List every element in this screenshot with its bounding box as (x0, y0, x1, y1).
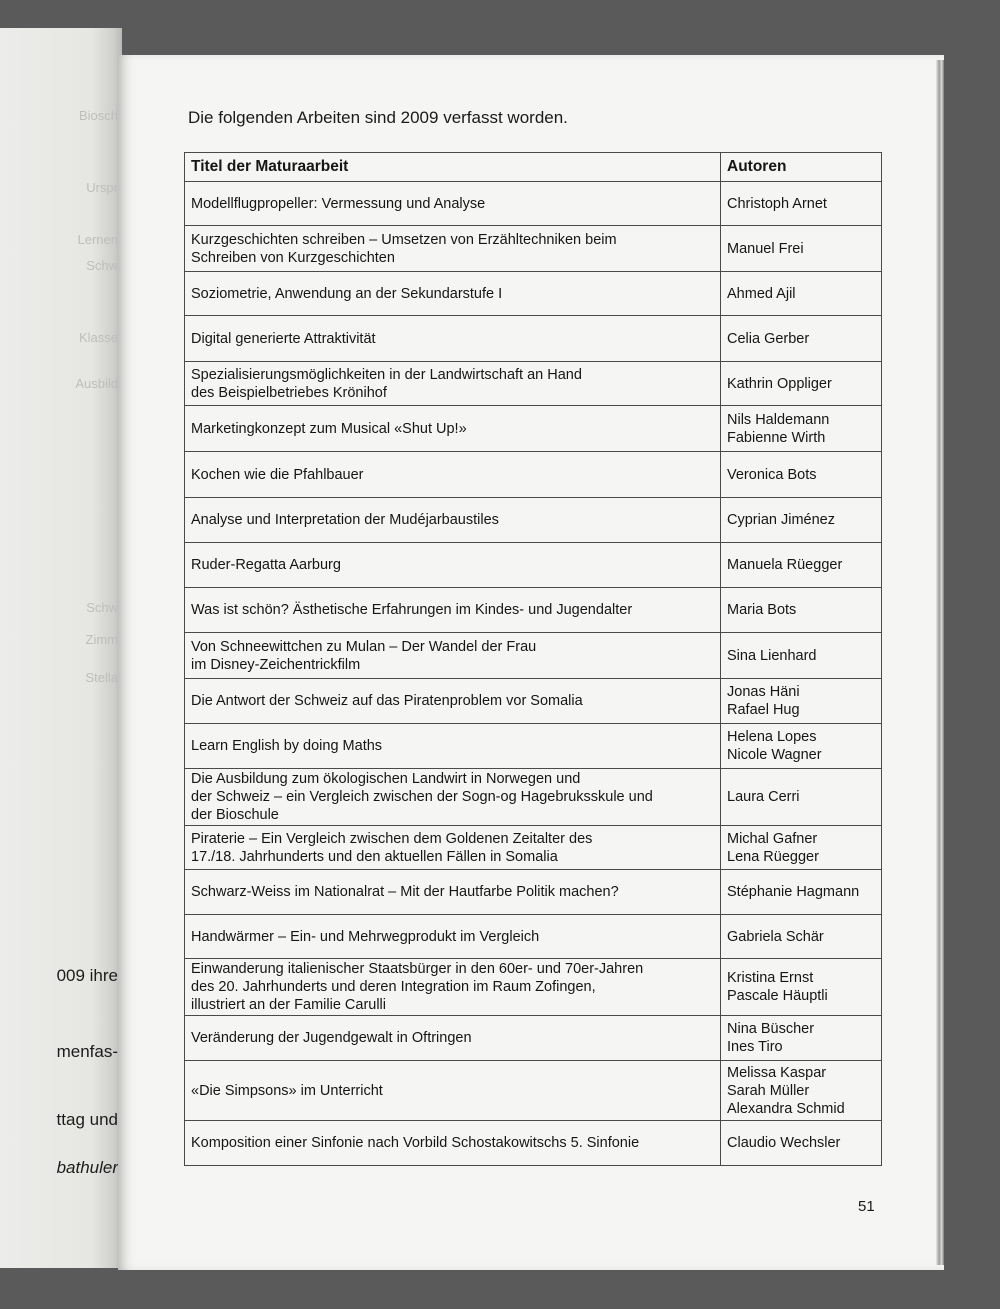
author-name: Helena Lopes (727, 729, 817, 745)
left-page-faint-text: Urspr (86, 180, 118, 195)
left-page-faint-text: Schw (86, 258, 118, 273)
left-page-faint-text: Schw (86, 600, 118, 615)
work-title (185, 362, 721, 406)
work-authors (721, 959, 882, 1016)
work-title (185, 633, 721, 679)
work-title (185, 826, 721, 870)
header-title: Titel der Maturaarbeit (185, 153, 721, 182)
author-name: Christoph Arnet (727, 195, 827, 212)
work-title-line: der Bioschule (191, 807, 279, 823)
work-authors (721, 452, 882, 498)
table-row (185, 588, 882, 633)
work-title-line: Soziometrie, Anwendung an der Sekundarstufe I (191, 285, 503, 302)
work-title-line: Kochen wie die Pfahlbauer (191, 466, 364, 483)
work-authors (721, 226, 882, 272)
author-name: Stéphanie Hagmann (727, 884, 860, 900)
work-title-line: illustriert an der Familie Carulli (191, 997, 386, 1013)
work-title (185, 1061, 721, 1121)
work-authors (721, 724, 882, 769)
work-title (185, 316, 721, 362)
table-row (185, 826, 882, 870)
work-title-line: Die Antwort der Schweiz auf das Piratenproblem vor Somalia (191, 693, 583, 709)
work-authors (721, 915, 882, 959)
work-authors (721, 543, 882, 588)
work-title-line: «Die Simpsons» im Unterricht (191, 1082, 383, 1099)
work-authors (721, 1061, 882, 1121)
work-title-line: des 20. Jahrhunderts und deren Integration im Raum Zofingen, (191, 979, 596, 995)
author-name: Maria Bots (727, 602, 797, 618)
left-page-faint-text: Biosch (78, 108, 118, 123)
work-authors (721, 769, 882, 826)
left-page-text-line: menfas- (56, 1042, 118, 1061)
author-name: Veronica Bots (727, 466, 817, 483)
work-title (185, 959, 721, 1016)
author-name: Laura Cerri (727, 789, 800, 805)
work-title-line: Marketingkonzept zum Musical «Shut Up!» (191, 420, 467, 437)
table-row (185, 226, 882, 272)
table-row (185, 1121, 882, 1166)
work-authors (721, 362, 882, 406)
author-name: Nicole Wagner (727, 747, 822, 763)
table-row (185, 679, 882, 724)
left-page-text-line: ttag und (56, 1110, 118, 1129)
author-name: Alexandra Schmid (727, 1100, 845, 1117)
work-authors (721, 1016, 882, 1061)
author-name: Gabriela Schär (727, 928, 824, 945)
left-page-faint-text: Klasse (78, 330, 118, 345)
author-name: Cyprian Jiménez (727, 512, 835, 528)
table-row (185, 452, 882, 498)
work-authors (721, 316, 882, 362)
left-page-faint-text: Lernen (77, 232, 118, 247)
page-number: 51 (858, 1198, 875, 1215)
intro-sentence: Die folgenden Arbeiten sind 2009 verfasst worden. (188, 108, 568, 127)
author-name: Jonas Häni (727, 684, 800, 700)
author-name: Melissa Kaspar (727, 1064, 827, 1081)
author-name: Sarah Müller (727, 1082, 810, 1099)
work-title (185, 1121, 721, 1166)
work-title-line: Schwarz-Weiss im Nationalrat – Mit der Hautfarbe Politik machen? (191, 884, 619, 900)
table-row (185, 633, 882, 679)
table-header-row (185, 153, 882, 182)
work-title (185, 1016, 721, 1061)
work-title-line: Handwärmer – Ein- und Mehrwegprodukt im Vergleich (191, 928, 540, 945)
work-title (185, 182, 721, 226)
table-row (185, 724, 882, 769)
author-name: Fabienne Wirth (727, 429, 826, 446)
work-authors (721, 633, 882, 679)
work-title (185, 226, 721, 272)
left-page-faint-text: Ausbild (75, 376, 118, 391)
author-name: Sina Lienhard (727, 647, 817, 664)
table-row (185, 498, 882, 543)
author-name: Ahmed Ajil (727, 285, 796, 302)
work-title-line: Analyse und Interpretation der Mudéjarbaustiles (191, 512, 499, 528)
work-title-line: Learn English by doing Maths (191, 738, 383, 754)
work-authors (721, 826, 882, 870)
work-title-line: Digital generierte Attraktivität (191, 330, 376, 347)
work-title (185, 915, 721, 959)
work-authors (721, 406, 882, 452)
author-name: Kristina Ernst (727, 970, 814, 986)
work-title (185, 588, 721, 633)
author-name: Manuela Rüegger (727, 557, 843, 573)
table-row (185, 182, 882, 226)
table-row (185, 543, 882, 588)
header-authors: Autoren (721, 153, 882, 182)
table-row (185, 1061, 882, 1121)
work-title-line: Schreiben von Kurzgeschichten (191, 249, 395, 266)
work-title-line: Modellflugpropeller: Vermessung und Analyse (191, 195, 486, 212)
work-title-line: der Schweiz – ein Vergleich zwischen der Sogn-og Hagebruksskule und (191, 789, 653, 805)
work-title-line: Einwanderung italienischer Staatsbürger in den 60er- und 70er-Jahren (191, 961, 644, 977)
work-authors (721, 870, 882, 915)
table-row (185, 272, 882, 316)
table-row (185, 959, 882, 1016)
work-title (185, 679, 721, 724)
table-row (185, 362, 882, 406)
work-authors (721, 272, 882, 316)
work-title-line: 17./18. Jahrhunderts und den aktuellen Fällen in Somalia (191, 848, 558, 865)
author-name: Ines Tiro (727, 1039, 783, 1055)
work-title-line: Piraterie – Ein Vergleich zwischen dem Goldenen Zeitalter des (191, 830, 593, 847)
table-row (185, 870, 882, 915)
table-row (185, 915, 882, 959)
work-title-line: Was ist schön? Ästhetische Erfahrungen im Kindes- und Jugendalter (191, 602, 633, 618)
work-title (185, 498, 721, 543)
maturaarbeit-table (184, 152, 882, 1166)
left-page-faint-text: Zimm (85, 632, 118, 647)
work-authors (721, 679, 882, 724)
author-name: Michal Gafner (727, 830, 818, 847)
author-name: Claudio Wechsler (727, 1135, 841, 1151)
table-row (185, 769, 882, 826)
left-page (0, 28, 122, 1268)
work-title-line: Ruder-Regatta Aarburg (191, 557, 341, 573)
author-name: Celia Gerber (727, 330, 810, 347)
work-title (185, 543, 721, 588)
author-name: Manuel Frei (727, 240, 804, 257)
left-page-faint-text: Stella (85, 670, 118, 685)
work-title (185, 272, 721, 316)
work-title-line: Von Schneewittchen zu Mulan – Der Wandel der Frau (191, 638, 537, 655)
author-name: Lena Rüegger (727, 848, 819, 865)
work-title (185, 769, 721, 826)
left-page-text-line: bathuler (56, 1158, 118, 1177)
work-title-line: des Beispielbetriebes Krönihof (191, 384, 387, 401)
table-row (185, 406, 882, 452)
author-name: Pascale Häuptli (727, 988, 828, 1004)
page-edge (936, 60, 944, 1265)
work-title-line: Kurzgeschichten schreiben – Umsetzen von Erzähltechniken beim (191, 231, 617, 248)
work-title-line: Komposition einer Sinfonie nach Vorbild Schostakowitschs 5. Sinfonie (191, 1135, 640, 1151)
author-name: Nils Haldemann (727, 411, 830, 428)
work-title-line: Veränderung der Jugendgewalt in Oftringen (191, 1030, 472, 1046)
author-name: Kathrin Oppliger (727, 375, 832, 392)
work-authors (721, 182, 882, 226)
work-title-line: Die Ausbildung zum ökologischen Landwirt in Norwegen und (191, 771, 581, 787)
work-title (185, 870, 721, 915)
table-row (185, 1016, 882, 1061)
work-title-line: Spezialisierungsmöglichkeiten in der Landwirtschaft an Hand (191, 366, 582, 383)
table-row (185, 316, 882, 362)
author-name: Rafael Hug (727, 702, 800, 718)
work-title-line: im Disney-Zeichentrickfilm (191, 656, 361, 673)
work-title (185, 452, 721, 498)
author-name: Nina Büscher (727, 1021, 815, 1037)
work-title (185, 406, 721, 452)
work-authors (721, 1121, 882, 1166)
work-title (185, 724, 721, 769)
left-page-text-line: 009 ihre (56, 966, 118, 985)
work-authors (721, 498, 882, 543)
work-authors (721, 588, 882, 633)
